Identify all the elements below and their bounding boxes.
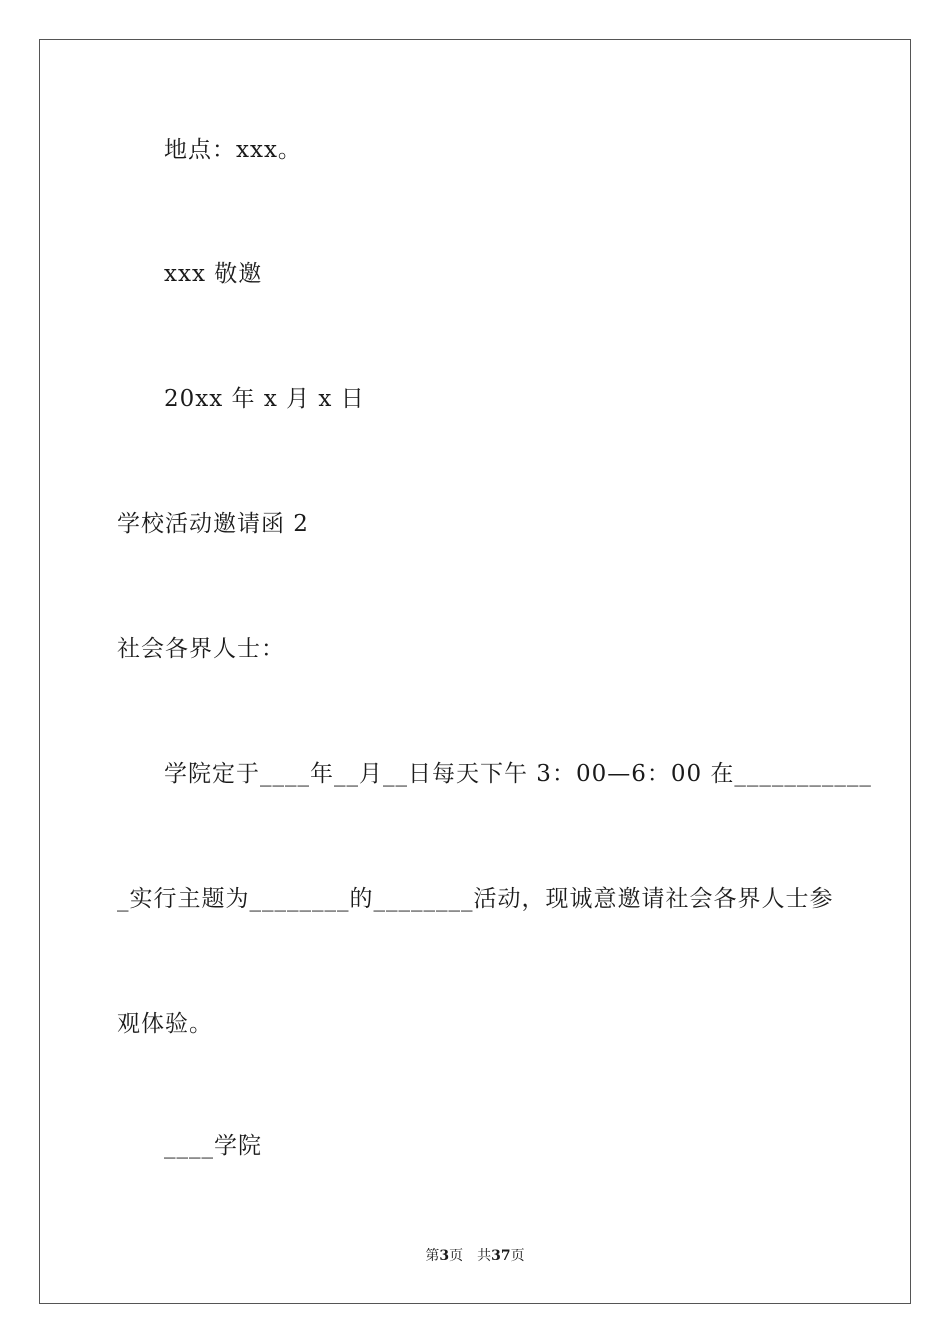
signature-line: xxx 敬邀 [164,261,263,287]
section-heading: 学校活动邀请函 2 [117,511,309,537]
salutation-line: 社会各界人士： [117,636,285,662]
closing-signature-line: ____学院 [164,1133,262,1159]
total-suffix: 页 [510,1248,525,1264]
body-paragraph-line-2: _实行主题为________的________活动，现诚意邀请社会各界人士参 [117,886,834,912]
page-suffix: 页 [449,1248,464,1264]
location-line: 地点：xxx。 [164,137,302,163]
total-pages: 37 [491,1248,511,1264]
body-paragraph-line-3: 观体验。 [117,1011,213,1037]
page-border [39,39,911,1304]
page-number: 3 [439,1248,450,1264]
page-footer [0,1246,950,1266]
page-prefix: 第 [425,1248,440,1264]
date-line: 20xx 年 x 月 x 日 [164,386,365,412]
total-prefix: 共 [477,1248,492,1264]
body-paragraph-line-1: 学院定于____年__月__日每天下午 3：00—6：00 在___________ [164,761,872,787]
